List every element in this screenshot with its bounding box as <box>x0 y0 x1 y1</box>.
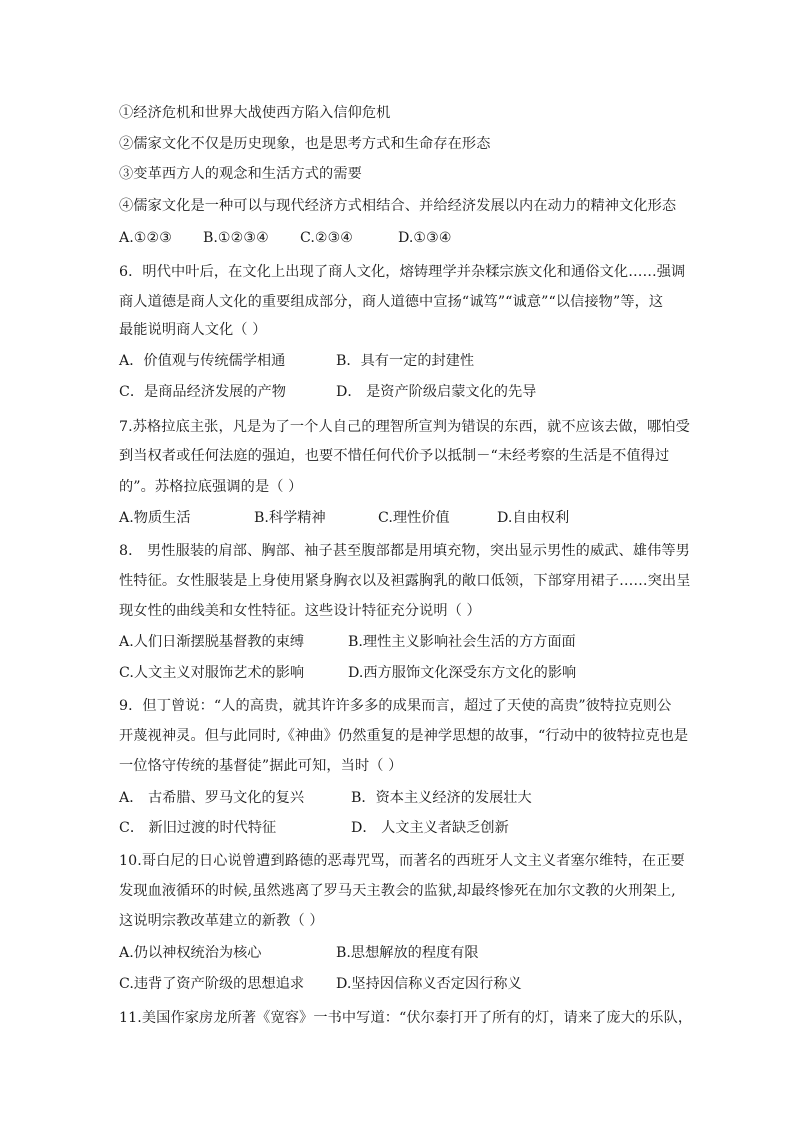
q8-option-c: C.人文主义对服饰艺术的影响 <box>119 665 305 681</box>
q5-statement-3: ③变革西方人的观念和生活方式的需要 <box>119 166 362 182</box>
q5-statement-1: ①经济危机和世界大战使西方陷入信仰危机 <box>119 105 391 121</box>
q7-option-c: C.理性价值 <box>378 510 450 526</box>
q5-option-c: C.②③④ <box>300 230 354 246</box>
q10-stem-2: 发现血液循环的时候,虽然逃离了罗马天主教会的监狱,却最终惨死在加尔文教的火刑架上, <box>119 883 676 899</box>
q6-stem-3: 最能说明商人文化（ ） <box>119 322 267 338</box>
q9-option-a: A． 古希腊、罗马文化的复兴 <box>119 790 305 806</box>
q7-option-d: D.自由权利 <box>497 510 570 526</box>
q5-option-b: B.①②③④ <box>203 230 269 246</box>
q7-option-a: A.物质生活 <box>119 510 191 526</box>
q10-stem-1: 10.哥白尼的日心说曾遭到路德的恶毒咒骂，而著名的西班牙人文主义者塞尔维特，在正要 <box>119 853 685 869</box>
q9-stem-2: 开蔑视神灵。但与此同时,《神曲》仍然重复的是神学思想的故事，“行动中的彼特拉克也是 <box>119 728 689 744</box>
q7-stem-1: 7.苏格拉底主张，凡是为了一个人自己的理智所宣判为错误的东西，就不应该去做，哪怕受 <box>119 419 690 435</box>
q5-statement-4: ④儒家文化是一种可以与现代经济方式相结合、并给经济发展以内在动力的精神文化形态 <box>119 198 677 214</box>
q9-option-c: C． 新旧过渡的时代特征 <box>119 820 277 836</box>
q10-option-a: A.仍以神权统治为核心 <box>119 945 262 961</box>
q5-statement-2: ②儒家文化不仅是历史现象，也是思考方式和生命存在形态 <box>119 136 491 152</box>
q9-option-b: B．资本主义经济的发展壮大 <box>351 790 532 806</box>
q10-option-d: D.坚持因信称义否定因行称义 <box>336 976 522 992</box>
q6-option-b: B．具有一定的封建性 <box>336 353 475 369</box>
q7-stem-3: 的”。苏格拉底强调的是（ ） <box>119 479 303 495</box>
q10-stem-3: 这说明宗教改革建立的新教（ ） <box>119 913 324 929</box>
q7-stem-2: 到当权者或任何法庭的强迫，也要不惜任何代价予以抵制－“未经考察的生活是不值得过 <box>119 448 670 464</box>
q9-stem-1: 9．但丁曾说：“人的高贵，就其许许多多的成果而言，超过了天使的高贵”彼特拉克则公 <box>119 698 672 714</box>
q6-stem-1: 6．明代中叶后，在文化上出现了商人文化，熔铸理学并杂糅宗族文化和通俗文化……强调 <box>119 264 686 280</box>
q8-option-d: D.西方服饰文化深受东方文化的影响 <box>348 665 577 681</box>
q6-option-d: D． 是资产阶级启蒙文化的先导 <box>336 384 537 400</box>
q11-stem-1: 11.美国作家房龙所著《宽容》一书中写道：“伏尔泰打开了所有的灯，请来了庞大的乐队， <box>119 1010 693 1026</box>
q6-option-a: A．价值观与传统儒学相通 <box>119 353 286 369</box>
q8-option-b: B.理性主义影响社会生活的方方面面 <box>348 634 576 650</box>
q7-option-b: B.科学精神 <box>254 510 326 526</box>
q8-option-a: A.人们日渐摆脱基督教的束缚 <box>119 634 305 650</box>
q5-option-a: A.①②③ <box>119 230 172 246</box>
q6-stem-2: 商人道德是商人文化的重要组成部分，商人道德中宣扬“诚笃”“诚意”“以信接物”等，这 <box>119 294 664 310</box>
q10-option-b: B.思想解放的程度有限 <box>336 945 479 961</box>
q9-option-d: D． 人文主义者缺乏创新 <box>351 820 509 836</box>
q8-stem-3: 现女性的曲线美和女性特征。这些设计特征充分说明（ ） <box>119 603 481 619</box>
q8-stem-2: 性特征。女性服装是上身使用紧身胸衣以及袒露胸乳的敞口低领，下部穿用裙子……突出呈 <box>119 573 691 589</box>
q6-option-c: C．是商品经济发展的产物 <box>119 384 286 400</box>
q9-stem-3: 一位恪守传统的基督徒”据此可知，当时（ ） <box>119 758 403 774</box>
q10-option-c: C.违背了资产阶级的思想追求 <box>119 976 305 992</box>
q5-option-d: D.①③④ <box>398 230 452 246</box>
q8-stem-1: 8． 男性服装的肩部、胸部、袖子甚至腹部都是用填充物，突出显示男性的威武、雄伟等男 <box>119 543 690 559</box>
